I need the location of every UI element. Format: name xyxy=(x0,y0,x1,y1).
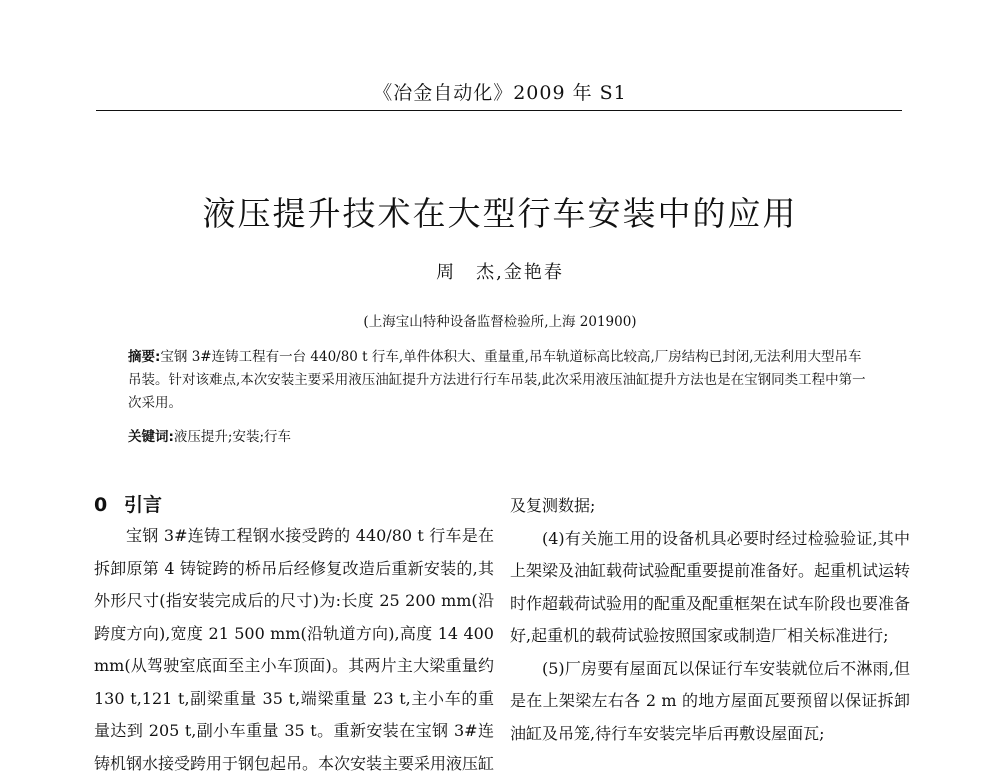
right-line-1: 及复测数据; xyxy=(510,496,596,515)
item-4-paragraph: (4)有关施工用的设备机具必要时经过检验验证,其中上架梁及油缸载荷试验配重要提前准备好。起重机试运转时作超载荷试验用的配重及配重框架在试车阶段也要准备好,起重机的载荷试验按照国家或制造厂相关标准进行; xyxy=(510,528,911,645)
right-column xyxy=(510,490,910,750)
journal-header: 《冶金自动化》2009 年 S1 xyxy=(373,82,627,104)
section-title: 引言 xyxy=(124,494,163,516)
affiliation: (上海宝山特种设备监督检验所,上海 201900) xyxy=(363,314,637,330)
abstract-text: 宝钢 3#连铸工程有一台 440/80 t 行车,单件体积大、重量重,吊车轨道标高比较高,厂房结构已封闭,无法利用大型吊车吊装。针对该难点,本次安装主要采用液压油缸提升方法进行行车吊装,此次采用液压油缸提升方法也是在宝钢同类工程中第一次采用。 xyxy=(128,349,866,411)
intro-paragraph: 宝钢 3#连铸工程钢水接受跨的 440/80 t 行车是在拆卸原第 4 铸锭跨的桥吊后经修复改造后重新安装的,其外形尺寸(指安装完成后的尺寸)为:长度 25 200 mm(沿跨度方向),宽度 21 500 mm(沿轨道方向),高度 14 400 mm(从驾驶室底面至主小车顶面)。其两片主大梁重量约 130 t,121 t,副梁重量 35 t,端梁重量 23 t,主小车的重量达到 205 t,副小车重量 35 t。重新安装在宝钢 3#连铸机钢水接受跨用于钢包起吊。本次安装主要采用液压缸 xyxy=(94,526,495,773)
item-5-paragraph: (5)厂房要有屋面瓦以保证行车安装就位后不淋雨,但是在上架梁左右各 2 m 的地方屋面瓦要预留以保证拆卸油缸及吊笼,待行车安装完毕后再敷设屋面瓦; xyxy=(510,658,910,743)
paper-title: 液压提升技术在大型行车安装中的应用 xyxy=(202,194,798,233)
authors: 周 杰,金艳春 xyxy=(436,262,564,283)
section-number: 0 xyxy=(94,494,108,516)
keywords xyxy=(128,425,873,445)
left-column xyxy=(94,490,494,780)
keywords-label: 关键词: xyxy=(128,429,174,445)
header-rule xyxy=(96,110,902,111)
keywords-text: 液压提升;安装;行车 xyxy=(173,429,292,445)
abstract xyxy=(128,346,873,415)
abstract-label: 摘要: xyxy=(128,349,161,365)
section-heading xyxy=(94,490,494,520)
